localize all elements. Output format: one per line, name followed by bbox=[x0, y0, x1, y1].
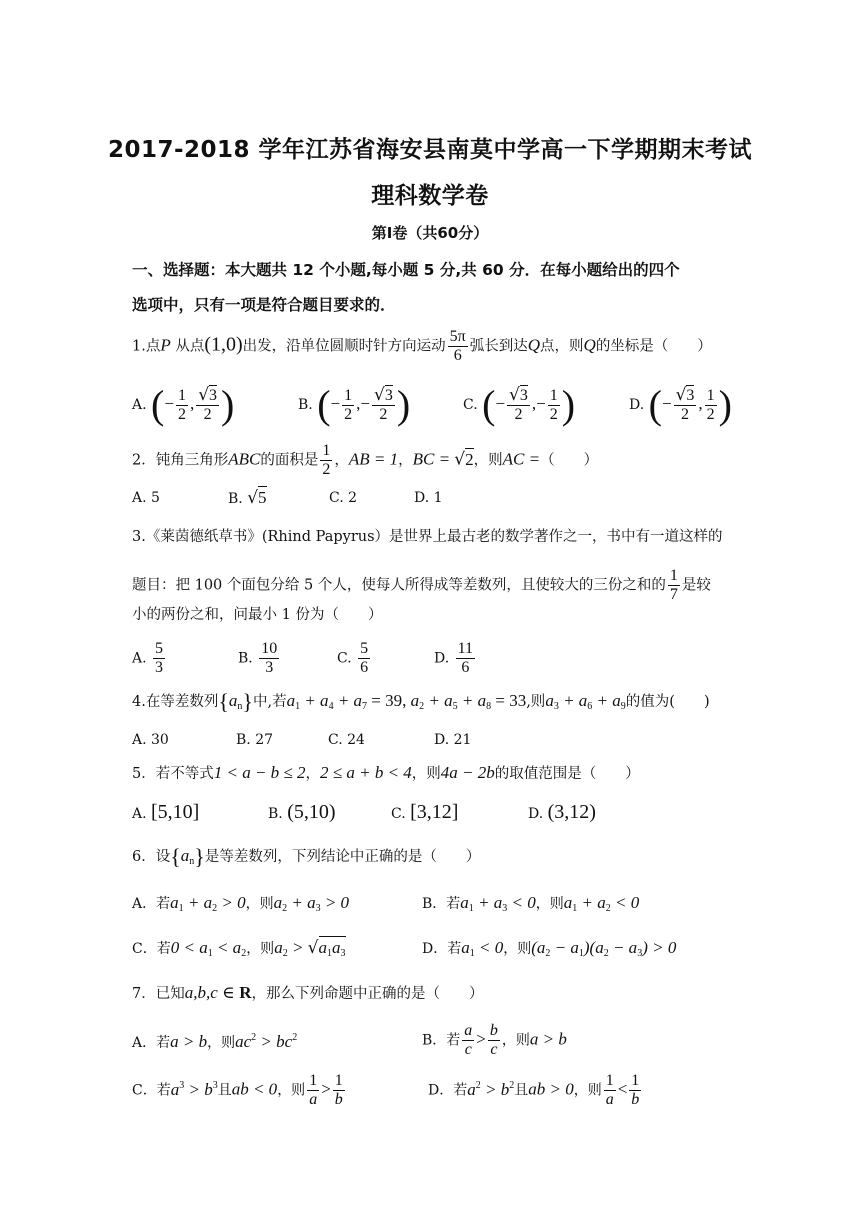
question-2-option-b: B. √5 bbox=[228, 488, 267, 508]
question-1-option-b: B. (− $\frac{1}{2}$ ,− $\frac{√3}{2}$ ) bbox=[298, 382, 411, 427]
question-3-option-a: A. $\frac{5}{3}$ bbox=[132, 640, 164, 676]
part-label: 第Ⅰ卷（共60分） bbox=[371, 224, 489, 242]
question-4-option-d: D. 21 bbox=[434, 732, 472, 748]
question-2-option-a: A. 5 bbox=[132, 490, 160, 506]
question-7: 7．已知a,b,c ∈ R，那么下列命题中正确的是（ ） bbox=[132, 983, 484, 1002]
question-3-line3: 小的两份之和，问最小 1 份为（ ） bbox=[132, 607, 383, 623]
question-5-option-c: C. [3,12] bbox=[391, 801, 459, 823]
question-7-option-c: C．若$a^3 > b^3$且ab < 0，则 $\frac{1}{a}$ > $\frac{1}{b}$ bbox=[132, 1072, 343, 1108]
question-4-option-c: C. 24 bbox=[328, 732, 365, 748]
question-7-option-b: B．若 $\frac{a}{c}$ > $\frac{b}{c}$ ，则a > b bbox=[422, 1022, 567, 1058]
question-6: 6．设$\{a_n\}$是等差数列，下列结论中正确的是（ ） bbox=[132, 844, 481, 869]
question-5: 5．若不等式1 < a − b ≤ 2，2 ≤ a + b < 4，则4a − 2b的取值范围是（ ） bbox=[132, 763, 640, 782]
section-instructions-line2: 选项中，只有一项是符合题目要求的． bbox=[132, 296, 396, 314]
question-6-option-c: C．若$0 < a_1 < a_2$，则$a_2 > √a_1a_3$ bbox=[132, 938, 346, 959]
exam-title-line2: 理科数学卷 bbox=[371, 183, 489, 209]
question-3-option-d: D. $\frac{11}{6}$ bbox=[434, 640, 474, 676]
question-1-option-a: A. (− $\frac{1}{2}$ , $\frac{√3}{2}$ ) bbox=[132, 382, 235, 427]
question-5-option-a: A. [5,10] bbox=[132, 801, 200, 823]
exam-title-line1: 2017-2018 学年江苏省海安县南莫中学高一下学期期末考试 bbox=[107, 137, 753, 163]
question-5-option-b: B. (5,10) bbox=[268, 801, 336, 823]
question-3-option-b: B. $\frac{10}{3}$ bbox=[238, 640, 278, 676]
question-6-option-d: D．若$a_1 < 0$，则$(a_2 - a_1)(a_2 - a_3) > 0$ bbox=[422, 938, 677, 959]
question-4-option-b: B. 27 bbox=[236, 732, 274, 748]
question-3-option-c: C. $\frac{5}{6}$ bbox=[337, 640, 369, 676]
question-2-option-c: C. 2 bbox=[329, 490, 358, 506]
question-2: 2．钝角三角形ABC的面积是 $\frac{1}{2}$ ，AB = 1，BC = √2，则AC =（ ） bbox=[132, 442, 599, 478]
question-7-option-a: A．若a > b，则$ac^2 > bc^2$ bbox=[132, 1032, 298, 1051]
question-6-option-b: B．若$a_1 + a_3 < 0$，则$a_1 + a_2 < 0$ bbox=[422, 893, 640, 914]
question-4-option-a: A. 30 bbox=[132, 732, 169, 748]
question-2-option-d: D. 1 bbox=[414, 490, 443, 506]
question-7-option-d: D．若$a^2 > b^2$且ab > 0，则 $\frac{1}{a}$ < $\frac{1}{b}$ bbox=[428, 1072, 640, 1108]
section-instructions-line1: 一、选择题：本大题共 12 个小题,每小题 5 分,共 60 分．在每小题给出的四个 bbox=[132, 261, 680, 279]
question-3-line1: 3.《莱茵德纸草书》(Rhind Papyrus）是世界上最古老的数学著作之一，书中有一道这样的 bbox=[132, 529, 723, 545]
question-6-option-a: A．若$a_1 + a_2 > 0$，则$a_2 + a_3 > 0$ bbox=[132, 893, 350, 914]
question-1-option-c: C. (− $\frac{√3}{2}$ ,− $\frac{1}{2}$ ) bbox=[463, 382, 576, 427]
question-3-line2: 题目：把 100 个面包分给 5 个人，使每人所得成等差数列，且使较大的三份之和的 $\frac{1}{7}$ 是较 bbox=[132, 567, 711, 603]
question-1-option-d: D. (− $\frac{√3}{2}$ , $\frac{1}{2}$ ) bbox=[629, 382, 732, 427]
question-1: 1.点P 从点(1,0)出发，沿单位圆顺时针方向运动 $\frac{5\pi}{6}$ 弧长到达Q点，则Q的坐标是（ ） bbox=[132, 328, 712, 364]
question-4: 4.在等差数列$\{a_n\}$中,若$a_1 + a_4 + a_7 = 39$, $a_2 + a_5 + a_8 = 33$,则$a_3 + a_6 + a_9$的值为( ) bbox=[132, 689, 710, 714]
question-5-option-d: D. (3,12) bbox=[528, 801, 596, 823]
